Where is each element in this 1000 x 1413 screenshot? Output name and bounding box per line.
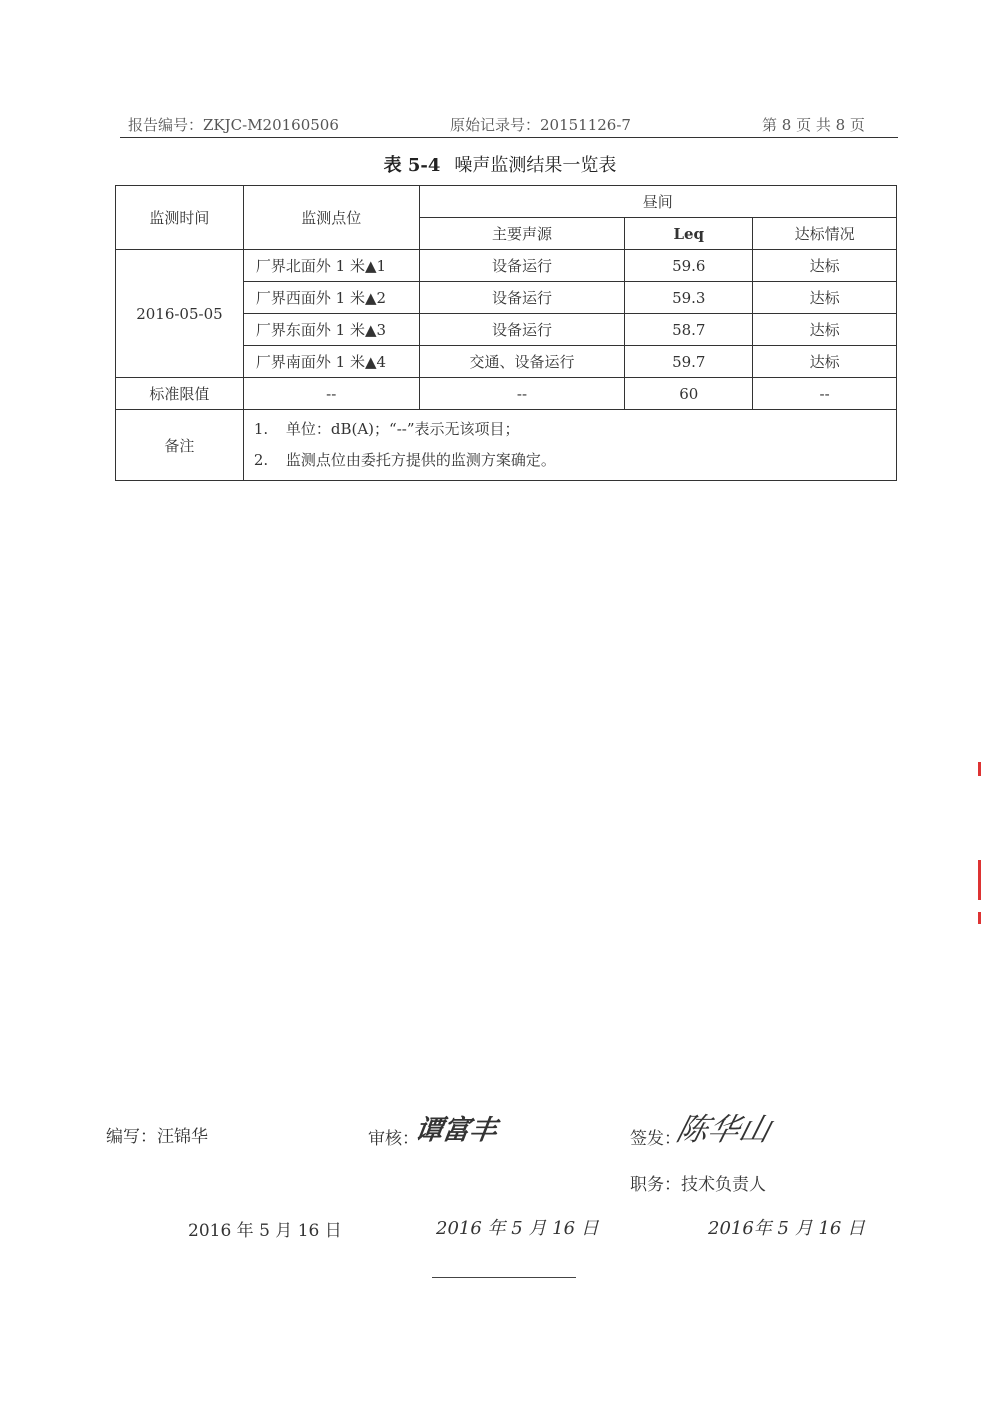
seal-edge-mark bbox=[978, 912, 981, 924]
remark-text: 单位：dB(A)；“--”表示无该项目； bbox=[285, 420, 520, 438]
status-cell: 达标 bbox=[753, 250, 897, 282]
source-cell: 设备运行 bbox=[419, 282, 625, 314]
compiler-signature bbox=[106, 1122, 208, 1147]
remark-number: 2. bbox=[253, 451, 269, 469]
reviewer-handwritten-signature: 谭富丰 bbox=[413, 1115, 499, 1146]
point-cell: 厂界东面外 1 米▲3 bbox=[243, 314, 419, 346]
col-header-daytime: 昼间 bbox=[419, 186, 896, 218]
remark-note bbox=[254, 414, 896, 445]
remarks-content bbox=[243, 410, 896, 481]
col-header-source: 主要声源 bbox=[419, 218, 625, 250]
seal-edge-mark bbox=[978, 762, 981, 776]
remark-note bbox=[254, 445, 896, 476]
source-cell: 设备运行 bbox=[419, 250, 625, 282]
table-title-text: 噪声监测结果一览表 bbox=[454, 155, 617, 176]
noise-results-table bbox=[115, 185, 897, 481]
leq-cell: 59.6 bbox=[625, 250, 753, 282]
remarks-label: 备注 bbox=[116, 410, 244, 481]
limit-source: -- bbox=[419, 378, 625, 410]
limit-row bbox=[116, 378, 897, 410]
issuer-handwritten-signature: 陈华山 bbox=[672, 1112, 775, 1148]
leq-cell: 59.7 bbox=[625, 346, 753, 378]
remark-number: 1. bbox=[253, 420, 269, 438]
col-header-point: 监测点位 bbox=[243, 186, 419, 250]
leq-cell: 59.3 bbox=[625, 282, 753, 314]
status-cell: 达标 bbox=[753, 314, 897, 346]
status-cell: 达标 bbox=[753, 346, 897, 378]
header-divider bbox=[120, 137, 898, 138]
col-header-status: 达标情况 bbox=[753, 218, 897, 250]
monitoring-date: 2016-05-05 bbox=[116, 250, 244, 378]
end-rule bbox=[432, 1277, 576, 1278]
seal-edge-mark bbox=[978, 860, 981, 900]
compiler-name: 汪锦华 bbox=[157, 1127, 208, 1147]
compiler-label: 编写： bbox=[106, 1127, 157, 1147]
page-info: 第 8 页 共 8 页 bbox=[762, 116, 865, 134]
issuer-position: 职务：技术负责人 bbox=[630, 1175, 766, 1195]
reviewer-date: 2016 年 5 月 16 日 bbox=[436, 1218, 599, 1239]
table-row bbox=[116, 250, 897, 282]
col-header-leq: Leq bbox=[625, 218, 753, 250]
issuer-label: 签发： bbox=[630, 1129, 681, 1149]
source-cell: 设备运行 bbox=[419, 314, 625, 346]
point-cell: 厂界北面外 1 米▲1 bbox=[243, 250, 419, 282]
point-cell: 厂界西面外 1 米▲2 bbox=[243, 282, 419, 314]
col-header-time: 监测时间 bbox=[116, 186, 244, 250]
report-number: 报告编号：ZKJC-M20160506 bbox=[128, 116, 339, 134]
point-cell: 厂界南面外 1 米▲4 bbox=[243, 346, 419, 378]
limit-status: -- bbox=[753, 378, 897, 410]
limit-point: -- bbox=[243, 378, 419, 410]
limit-label: 标准限值 bbox=[116, 378, 244, 410]
remark-text: 监测点位由委托方提供的监测方案确定。 bbox=[285, 451, 556, 469]
leq-cell: 58.7 bbox=[625, 314, 753, 346]
issuer-date: 2016年 5 月 16 日 bbox=[708, 1218, 866, 1239]
remarks-row bbox=[116, 410, 897, 481]
reviewer-label: 审核： bbox=[368, 1129, 419, 1149]
limit-leq: 60 bbox=[625, 378, 753, 410]
compiler-date: 2016 年 5 月 16 日 bbox=[188, 1221, 342, 1241]
table-title bbox=[0, 151, 1000, 177]
record-number: 原始记录号：20151126-7 bbox=[450, 116, 631, 134]
status-cell: 达标 bbox=[753, 282, 897, 314]
table-number: 表 5-4 bbox=[383, 155, 441, 176]
source-cell: 交通、设备运行 bbox=[419, 346, 625, 378]
